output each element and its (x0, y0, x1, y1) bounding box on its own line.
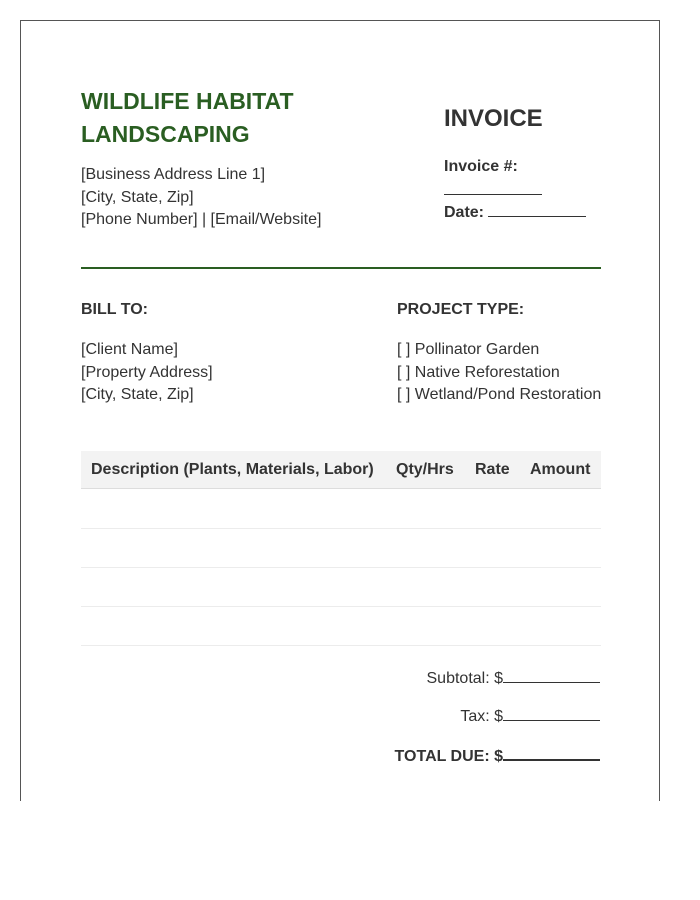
project-type-options (397, 339, 601, 407)
bill-to-block (81, 339, 213, 407)
company-name: WILDLIFE HABITAT LANDSCAPING (81, 88, 294, 147)
total-due-row (395, 745, 600, 766)
total-due-blank[interactable] (503, 745, 600, 761)
address-line-1: [Business Address Line 1] (81, 166, 266, 183)
tax-row (460, 706, 600, 726)
invoice-date-label: Date: (444, 204, 485, 221)
client-city-state-zip: [City, State, Zip] (81, 386, 194, 403)
invoice-title: INVOICE (444, 105, 543, 132)
column-header-description: Description (Plants, Materials, Labor) (91, 461, 374, 478)
column-header-qty-hrs: Qty/Hrs (396, 461, 454, 478)
project-option-reforestation[interactable]: [ ] Native Reforestation (397, 363, 560, 381)
table-row[interactable] (81, 490, 601, 529)
subtotal-label: Subtotal: $ (426, 670, 503, 687)
bill-to-label: BILL TO: (81, 301, 148, 318)
tax-label: Tax: $ (460, 708, 503, 725)
table-row[interactable] (81, 607, 601, 646)
tax-blank[interactable] (503, 706, 600, 721)
subtotal-blank[interactable] (503, 668, 600, 683)
client-name: [Client Name] (81, 341, 178, 358)
business-address (81, 164, 321, 232)
table-row[interactable] (81, 529, 601, 568)
subtotal-row (427, 668, 601, 688)
address-line-3: [Phone Number] | [Email/Website] (81, 211, 322, 228)
line-items-table-header (81, 451, 601, 489)
project-type-label: PROJECT TYPE: (397, 301, 525, 318)
invoice-page (20, 20, 660, 801)
header-divider (81, 267, 601, 269)
project-option-wetland[interactable]: [ ] Wetland/Pond Restoration (397, 386, 602, 403)
table-row[interactable] (81, 568, 601, 607)
column-header-rate: Rate (475, 461, 510, 478)
address-line-2: [City, State, Zip] (81, 188, 194, 206)
total-due-label: TOTAL DUE: $ (394, 748, 503, 765)
property-address: [Property Address] (81, 363, 213, 381)
invoice-date-blank[interactable] (488, 201, 586, 217)
invoice-date (444, 201, 586, 222)
invoice-number-blank[interactable] (444, 194, 542, 195)
column-header-amount: Amount (530, 461, 591, 478)
project-option-pollinator[interactable]: [ ] Pollinator Garden (397, 341, 540, 358)
invoice-number-label: Invoice #: (444, 158, 518, 175)
